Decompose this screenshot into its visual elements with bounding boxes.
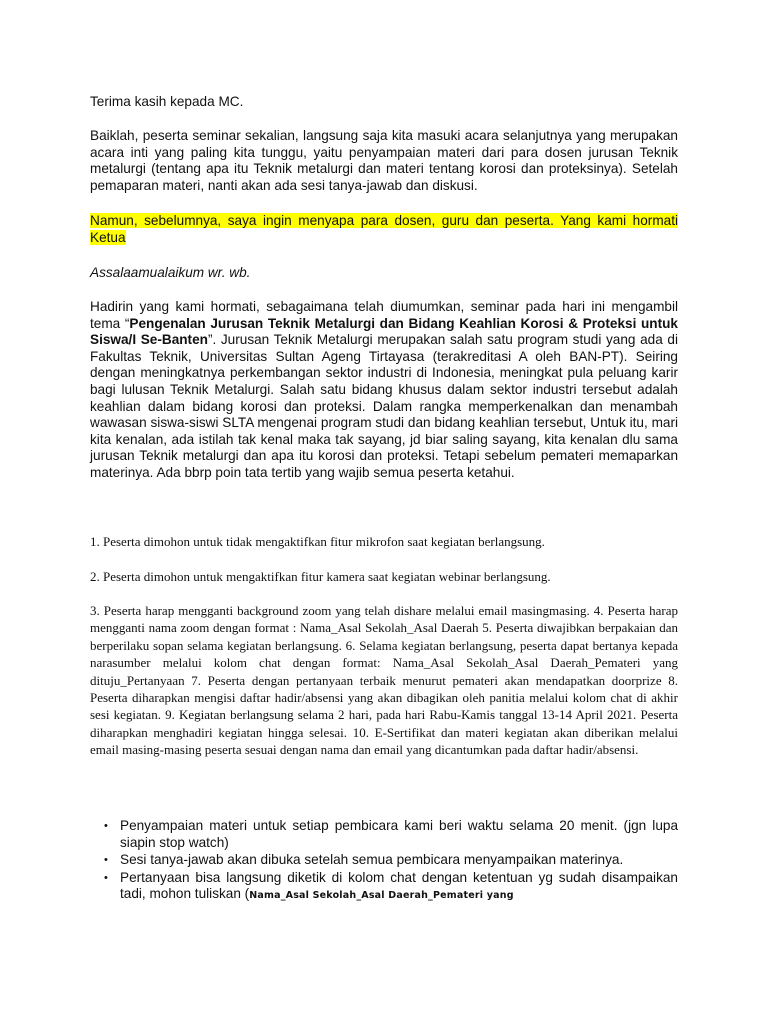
bullet-icon: • [104, 820, 108, 832]
list-item [90, 852, 678, 869]
bullet-icon: • [104, 871, 108, 884]
bullet-text: Sesi tanya-jawab akan dibuka setelah semua pembicara menyampaikan materinya. [120, 852, 624, 868]
main-text-a: Hadirin yang kami hormati, sebagaimana telah diumumkan, seminar pada hari ini mengambil tema “ [90, 299, 678, 331]
salam-paragraph: Assalaamualaikum wr. wb. [90, 265, 251, 280]
intro-paragraph: Baiklah, peserta seminar sekalian, langsung saja kita masuki acara selanjutnya yang merupakan acara inti yang paling kita tunggu, yaitu penyampaian materi dari para dosen jurusan Teknik metalurgi (tentang apa itu Teknik metalurgi dan materi tentang korosi dan proteksinya). Setelah pemaparan materi, nanti akan ada sesi tanya-jawab dan diskusi. [90, 128, 678, 193]
thanks-mc-paragraph: Terima kasih kepada MC. [90, 94, 244, 109]
highlighted-text: Namun, sebelumnya, saya ingin menyapa para dosen, guru dan peserta. Yang kami hormati Ketua [90, 213, 678, 245]
rule-1: 1. Peserta dimohon untuk tidak mengaktifkan fitur mikrofon saat kegiatan berlangsung. [90, 534, 545, 549]
bullet-text: Penyampaian materi untuk setiap pembicara kami beri waktu selama 20 menit. (jgn lupa siapin stop watch) [120, 818, 678, 850]
main-text-b: ”. Jurusan Teknik Metalurgi merupakan salah satu program studi yang ada di Fakultas Teknik, Universitas Sultan Ageng Tirtayasa (terakreditasi A oleh BAN-PT). Seiring dengan meningkatnya perkembangan sektor industri di Indonesia, meningkat pula peluang karir bagi lulusan Teknik Metalurgi. Salah satu bidang khusus dalam sektor industri tersebut adalah keahlian dalam bidang korosi dan proteksi. Dalam rangka memperkenalkan dan menambah wawasan siswa-siswi SLTA mengenai program studi dan bidang keahlian tersebut, Untuk itu, mari kita kenalan, ada istilah tak kenal maka tak sayang, jd biar saling sayang, kita kenalan dlu sama jurusan Teknik metalurgi dan apa itu korosi dan proteksi. Tetapi sebelum pemateri memaparkan materinya. Ada bbrp poin tata tertib yang wajib semua peserta ketahui. [90, 332, 678, 480]
rules-3-10: 3. Peserta harap mengganti background zoom yang telah dishare melalui email masingmasing. 4. Peserta harap mengganti nama zoom dengan format : Nama_Asal Sekolah_Asal Daerah 5. Peserta diwajibkan berpakaian dan berperilaku sopan selama kegiatan berlangsung. 6. Selama kegiatan berlangsung, peserta dapat bertanya kepada narasumber melalui kolom chat dengan format: Nama_Asal Sekolah_Asal Daerah_Pemateri yang dituju_Pertanyaan 7. Peserta dengan pertanyaan terbaik menurut pemateri akan mendapatkan doorprize 8. Peserta diharapkan mengisi daftar hadir/absensi yang akan dibagikan oleh panitia melalui kolom chat di akhir sesi kegiatan. 9. Kegiatan berlangsung selama 2 hari, pada hari Rabu-Kamis tanggal 13-14 April 2021. Peserta diharapkan menghadiri kegiatan hingga selesai. 10. E-Sertifikat dan materi kegiatan akan diberikan melalui email masing-masing peserta sesuai dengan nama dan email yang dicantumkan pada daftar hadir/absensi. [90, 603, 678, 758]
rule-2: 2. Peserta dimohon untuk mengaktifkan fitur kamera saat kegiatan webinar berlangsung. [90, 569, 551, 584]
bullet-format-text: Nama_Asal Sekolah_Asal Daerah_Pemateri yang [249, 890, 514, 902]
bullet-icon: • [104, 854, 108, 867]
bullet-list [90, 818, 678, 906]
list-item [90, 870, 678, 905]
main-paragraph [90, 299, 678, 482]
greeting-paragraph [90, 213, 678, 246]
bullet-text: Pertanyaan bisa langsung diketik di kolom chat dengan ketentuan yg sudah disampaikan tadi, mohon tuliskan ( [120, 869, 678, 902]
list-item [90, 818, 678, 851]
seminar-theme: Pengenalan Jurusan Teknik Metalurgi dan Bidang Keahlian Korosi & Proteksi untuk Siswa/I Se-Banten [90, 315, 678, 348]
